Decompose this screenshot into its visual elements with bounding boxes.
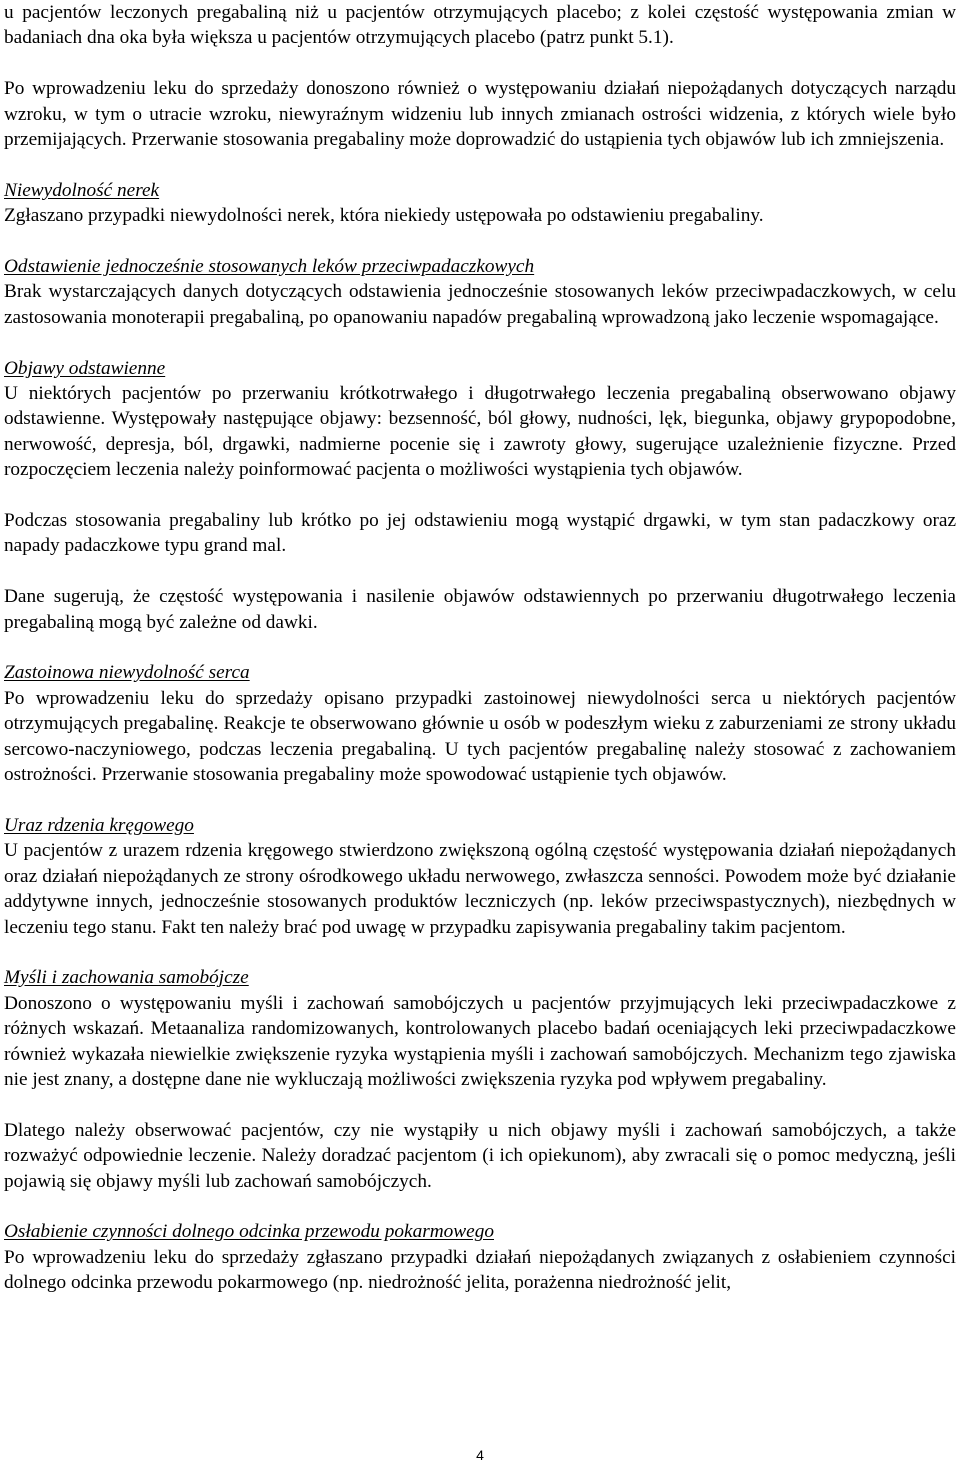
section-withdrawal-symptoms [4, 356, 956, 483]
section-heading: Osłabienie czynności dolnego odcinka przewodu pokarmowego [4, 1221, 494, 1243]
page-number: 4 [476, 1447, 484, 1463]
section-spinal-cord-injury [4, 813, 956, 940]
section-paragraph: U niektórych pacjentów po przerwaniu krótkotrwałego i długotrwałego leczenia pregabaliną obserwowano objawy odstawienne. Występowały następujące objawy: bezsenność, ból głowy, nudności, lęk, biegunka, objawy grypopodobne, nerwowość, depresja, ból, drgawki, nadmierne pocenie się i zawroty głowy, sugerujące uzależnienie fizyczne. Przed rozpoczęciem leczenia należy poinformować pacjenta o możliwości wystąpienia tych objawów. [4, 383, 956, 481]
section-paragraph: Brak wystarczających danych dotyczących odstawienia jednocześnie stosowanych leków przeciwpadaczkowych, w celu zastosowania monoterapii pregabaliną, po opanowaniu napadów pregabaliną wprowadzoną jako leczenie wspomagające. [4, 281, 956, 328]
section-paragraph: Po wprowadzeniu leku do sprzedaży opisano przypadki zastoinowej niewydolności serca u niektórych pacjentów otrzymujących pregabalinę. Reakcje te obserwowano głównie u osób w podeszłym wieku z zaburzeniami ze strony układu sercowo-naczyniowego, podczas leczenia pregabaliną. U tych pacjentów pregabalinę należy stosować z zachowaniem ostrożności. Przerwanie stosowania pregabaliny może spowodować ustąpienie tych objawów. [4, 687, 956, 786]
section-heading: Myśli i zachowania samobójcze [4, 967, 249, 989]
section-heading: Odstawienie jednocześnie stosowanych leków przeciwpadaczkowych [4, 256, 535, 278]
vision-effects-paragraph: Po wprowadzeniu leku do sprzedaży donoszono również o występowaniu działań niepożądanych dotyczących narządu wzroku, w tym o utracie wzroku, niewyraźnym widzeniu lub innych zmianach ostrości widzenia, z których wiele było przemijających. Przerwanie stosowania pregabaliny może doprowadzić do ustąpienia tych objawów lub ich zmniejszenia. [4, 78, 956, 151]
continuation-paragraph: u pacjentów leczonych pregabaliną niż u pacjentów otrzymujących placebo; z kolei częstość występowania zmian w badaniach dna oka była większa u pacjentów otrzymujących placebo (patrz punkt 5.1). [4, 2, 956, 49]
section-paragraph: Dlatego należy obserwować pacjentów, czy nie wystąpiły u nich objawy myśli i zachowań samobójczych, a także rozważyć odpowiednie leczenie. Należy doradzać pacjentom (i ich opiekunom), aby zwracali się o pomoc medyczną, jeśli pojawią się objawy myśli lub zachowań samobójczych. [4, 1119, 956, 1192]
section-paragraph: Dane sugerują, że częstość występowania i nasilenie objawów odstawiennych po przerwaniu długotrwałego leczenia pregabaliną mogą być zależne od dawki. [4, 586, 956, 633]
section-suicidal-ideation [4, 965, 956, 1092]
section-heart-failure [4, 660, 956, 787]
section-paragraph: Podczas stosowania pregabaliny lub krótko po jej odstawieniu mogą wystąpić drgawki, w tym stan padaczkowy oraz napady padaczkowe typu grand mal. [4, 510, 956, 557]
section-paragraph: Po wprowadzeniu leku do sprzedaży zgłaszano przypadki działań niepożądanych związanych z osłabieniem czynności dolnego odcinka przewodu pokarmowego (np. niedrożność jelita, porażenna niedrożność jelit, [4, 1246, 956, 1294]
section-heading: Objawy odstawienne [4, 357, 166, 379]
section-paragraph: Donoszono o występowaniu myśli i zachowań samobójczych u pacjentów przyjmujących leki przeciwpadaczkowe z różnych wskazań. Metaanaliza randomizowanych, kontrolowanych placebo badań oceniających leki przeciwpadaczkowe również wykazała niewielkie zwiększenie ryzyka wystąpienia myśli i zachowań samobójczych. Mechanizm tego zjawiska nie jest znany, a dostępne dane nie wykluczają możliwości zwiększenia ryzyka pod wpływem pregabaliny. [4, 992, 956, 1090]
section-aed-withdrawal [4, 254, 956, 330]
section-renal-failure [4, 178, 956, 229]
section-heading: Niewydolność nerek [4, 179, 160, 201]
section-heading: Uraz rdzenia kręgowego [4, 814, 194, 836]
section-paragraph: Zgłaszano przypadki niewydolności nerek, która niekiedy ustępowała po odstawieniu pregabaliny. [4, 205, 764, 227]
section-heading: Zastoinowa niewydolność serca [4, 662, 250, 684]
section-lower-gi-function [4, 1219, 956, 1295]
section-paragraph: U pacjentów z urazem rdzenia kręgowego stwierdzono zwiększoną ogólną częstość występowania działań niepożądanych oraz działań niepożądanych ze strony ośrodkowego układu nerwowego, zwłaszcza senności. Powodem może być działanie addytywne innych, jednocześnie stosowanych produktów leczniczych (np. leków przeciwspastycznych), niezbędnych w leczeniu tego stanu. Fakt ten należy brać pod uwagę w przypadku zapisywania pregabaliny takim pacjentom. [4, 840, 956, 938]
